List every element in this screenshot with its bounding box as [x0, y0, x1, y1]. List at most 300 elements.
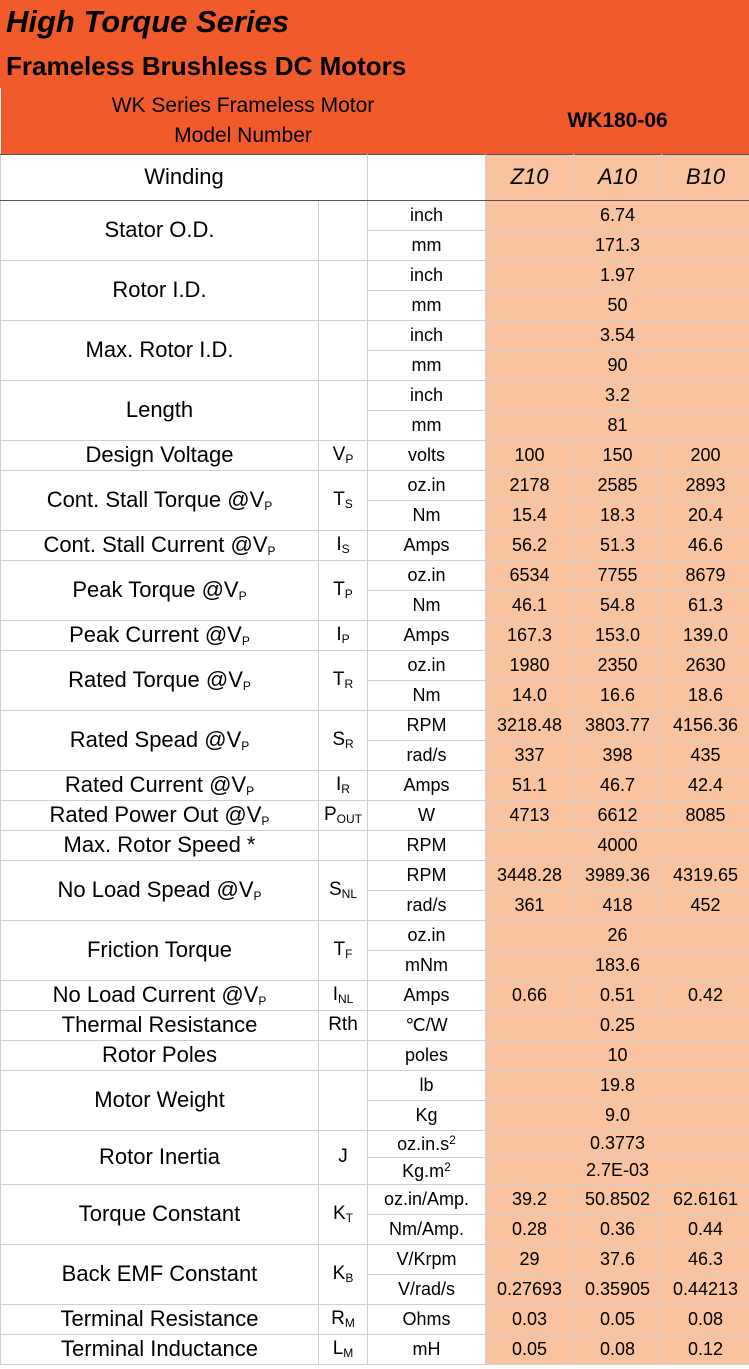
param-label: Max. Rotor I.D.	[85, 337, 234, 362]
symbol-subscript: B	[345, 1271, 354, 1285]
value-cell: 50	[486, 290, 749, 320]
unit-cell	[368, 1010, 486, 1040]
value-cell: 6.74	[486, 200, 749, 230]
winding-code-2: A10	[574, 154, 662, 200]
spec-row	[1, 1184, 749, 1214]
symbol-subscript: F	[345, 947, 353, 961]
model-row	[1, 88, 749, 154]
unit-label: Amps	[403, 984, 450, 1005]
param-name	[1, 1130, 319, 1184]
symbol-letter: I	[332, 984, 338, 1005]
unit-label: Nm	[412, 594, 441, 615]
param-symbol	[319, 860, 368, 920]
value-cell: 0.03	[486, 1304, 574, 1334]
unit-cell	[368, 950, 486, 980]
value-cell: 2350	[574, 650, 662, 680]
unit-cell	[368, 980, 486, 1010]
spec-row	[1, 860, 749, 890]
winding-label: Winding	[1, 154, 368, 200]
unit-label: mm	[411, 234, 442, 255]
spec-row	[1, 650, 749, 680]
unit-cell	[368, 710, 486, 740]
param-symbol	[319, 920, 368, 980]
param-subscript: P	[242, 679, 251, 693]
symbol-letter: I	[336, 624, 342, 645]
param-symbol	[319, 1244, 368, 1304]
unit-cell	[368, 860, 486, 890]
value-cell: 3.54	[486, 320, 749, 350]
value-cell: 4000	[486, 830, 749, 860]
symbol-letter: K	[332, 1203, 346, 1224]
spec-row	[1, 980, 749, 1010]
value-cell: 18.3	[574, 500, 662, 530]
unit-label: V/rad/s	[397, 1278, 456, 1299]
value-cell: 15.4	[486, 500, 574, 530]
symbol-letter: T	[333, 489, 345, 510]
unit-label: Amps	[403, 774, 450, 795]
spec-row	[1, 620, 749, 650]
param-symbol	[319, 620, 368, 650]
value-cell: 3.2	[486, 380, 749, 410]
param-name	[1, 1244, 319, 1304]
symbol-subscript: M	[344, 1316, 355, 1330]
winding-row	[1, 154, 749, 200]
spec-row	[1, 920, 749, 950]
unit-label: oz.in	[407, 924, 446, 945]
value-cell: 3803.77	[574, 710, 662, 740]
value-cell: 42.4	[662, 770, 749, 800]
param-subscript: P	[241, 634, 250, 648]
value-cell: 0.25	[486, 1010, 749, 1040]
param-label: Rated Torque @V	[68, 667, 243, 692]
unit-label: Amps	[403, 624, 450, 645]
unit-label: Nm	[412, 684, 441, 705]
unit-cell	[368, 740, 486, 770]
param-name	[1, 380, 319, 440]
value-cell: 10	[486, 1040, 749, 1070]
spec-row	[1, 200, 749, 230]
unit-cell	[368, 1274, 486, 1304]
param-symbol	[319, 1040, 368, 1070]
param-name	[1, 830, 319, 860]
unit-label: oz.in	[407, 654, 446, 675]
value-cell: 81	[486, 410, 749, 440]
symbol-letter: L	[332, 1338, 344, 1359]
param-name	[1, 530, 319, 560]
param-label: Rotor Poles	[102, 1042, 217, 1067]
spec-row	[1, 380, 749, 410]
param-label: Rated Spead @V	[69, 727, 242, 752]
symbol-subscript: P	[344, 587, 353, 601]
unit-label: V/Krpm	[396, 1248, 457, 1269]
unit-cell	[368, 1100, 486, 1130]
value-cell: 54.8	[574, 590, 662, 620]
param-label: Rated Current @V	[64, 772, 247, 797]
param-name	[1, 560, 319, 620]
symbol-letter: Rth	[328, 1014, 358, 1035]
unit-label: RPM	[406, 864, 447, 885]
spec-row	[1, 440, 749, 470]
param-subscript: P	[241, 739, 250, 753]
param-label: Stator O.D.	[104, 217, 215, 242]
spec-table	[0, 88, 749, 1365]
symbol-letter: V	[332, 444, 346, 465]
unit-label: oz.in	[407, 474, 446, 495]
value-cell: 0.42	[662, 980, 749, 1010]
param-symbol	[319, 380, 368, 440]
param-symbol	[319, 770, 368, 800]
value-cell: 0.08	[574, 1334, 662, 1364]
spec-row	[1, 1070, 749, 1100]
param-symbol	[319, 710, 368, 770]
unit-cell	[368, 350, 486, 380]
param-label: Friction Torque	[86, 937, 233, 962]
param-name	[1, 1040, 319, 1070]
param-label: Rotor I.D.	[112, 277, 207, 302]
winding-unit-blank	[368, 154, 486, 200]
param-symbol	[319, 1130, 368, 1184]
value-cell: 2630	[662, 650, 749, 680]
param-symbol	[319, 650, 368, 710]
value-cell: 4319.65	[662, 860, 749, 890]
spec-row	[1, 830, 749, 860]
unit-label: RPM	[406, 834, 447, 855]
unit-label: Kg.m	[402, 1160, 445, 1181]
param-subscript: P	[238, 589, 247, 603]
unit-label: inch	[409, 384, 444, 405]
value-cell: 51.3	[574, 530, 662, 560]
value-cell: 56.2	[486, 530, 574, 560]
symbol-letter: P	[323, 804, 337, 825]
param-label: Rotor Inertia	[98, 1144, 221, 1169]
spec-row	[1, 560, 749, 590]
value-cell: 20.4	[662, 500, 749, 530]
unit-label: rad/s	[406, 744, 447, 765]
symbol-subscript: S	[341, 542, 350, 556]
value-cell: 0.36	[574, 1214, 662, 1244]
unit-superscript: 2	[449, 1132, 456, 1147]
unit-label: ℃/W	[405, 1014, 448, 1035]
value-cell: 452	[662, 890, 749, 920]
unit-cell	[368, 530, 486, 560]
spec-row	[1, 260, 749, 290]
param-label: Terminal Resistance	[60, 1306, 259, 1331]
value-cell: 90	[486, 350, 749, 380]
param-name	[1, 860, 319, 920]
unit-label: mm	[411, 414, 442, 435]
unit-cell	[368, 680, 486, 710]
value-cell: 150	[574, 440, 662, 470]
value-cell: 6612	[574, 800, 662, 830]
symbol-letter: K	[332, 1263, 346, 1284]
value-cell: 153.0	[574, 620, 662, 650]
unit-cell	[368, 1184, 486, 1214]
unit-label: mNm	[405, 954, 448, 975]
value-cell: 0.35905	[574, 1274, 662, 1304]
symbol-letter: I	[336, 774, 342, 795]
value-cell: 0.28	[486, 1214, 574, 1244]
value-cell: 18.6	[662, 680, 749, 710]
param-label: Peak Current @V	[69, 622, 242, 647]
value-cell: 16.6	[574, 680, 662, 710]
value-cell: 62.6161	[662, 1184, 749, 1214]
spec-row	[1, 470, 749, 500]
unit-label: Nm	[412, 504, 441, 525]
param-symbol	[319, 260, 368, 320]
value-cell: 0.51	[574, 980, 662, 1010]
value-cell: 0.05	[574, 1304, 662, 1334]
symbol-subscript: R	[341, 782, 350, 796]
value-cell: 37.6	[574, 1244, 662, 1274]
param-label: Length	[125, 397, 194, 422]
param-name	[1, 470, 319, 530]
unit-label: inch	[409, 264, 444, 285]
page-header	[0, 0, 749, 88]
model-label	[1, 88, 486, 154]
param-symbol	[319, 830, 368, 860]
unit-cell	[368, 1304, 486, 1334]
unit-label: rad/s	[406, 894, 447, 915]
param-symbol	[319, 560, 368, 620]
value-cell: 0.12	[662, 1334, 749, 1364]
unit-cell	[368, 1214, 486, 1244]
unit-label: Amps	[403, 534, 450, 555]
unit-cell	[368, 920, 486, 950]
unit-label: oz.in	[407, 564, 446, 585]
param-symbol	[319, 1010, 368, 1040]
unit-cell	[368, 590, 486, 620]
winding-code-1: Z10	[486, 154, 574, 200]
unit-cell	[368, 830, 486, 860]
symbol-letter: T	[332, 669, 345, 690]
unit-label: oz.in/Amp.	[383, 1188, 470, 1209]
symbol-subscript: P	[345, 452, 354, 466]
value-cell: 418	[574, 890, 662, 920]
product-title: Frameless Brushless DC Motors	[6, 51, 407, 81]
param-name	[1, 650, 319, 710]
spec-row	[1, 1130, 749, 1157]
param-name	[1, 440, 319, 470]
param-label: No Load Spead @V	[57, 877, 254, 902]
symbol-letter: T	[333, 939, 346, 960]
param-name	[1, 1010, 319, 1040]
param-label: Max. Rotor Speed *	[63, 832, 256, 857]
unit-label: mm	[411, 294, 442, 315]
model-label-line-1: WK Series Frameless Motor	[111, 93, 375, 117]
param-label: Design Voltage	[85, 442, 234, 467]
value-cell: 3218.48	[486, 710, 574, 740]
value-cell: 29	[486, 1244, 574, 1274]
unit-label: oz.in.s	[397, 1133, 450, 1154]
param-name	[1, 200, 319, 260]
unit-label: mH	[412, 1338, 441, 1359]
param-name	[1, 800, 319, 830]
param-symbol	[319, 200, 368, 260]
spec-row	[1, 1304, 749, 1334]
value-cell: 0.44213	[662, 1274, 749, 1304]
value-cell: 6534	[486, 560, 574, 590]
unit-cell	[368, 200, 486, 230]
unit-cell	[368, 1157, 486, 1184]
param-subscript: P	[253, 889, 262, 903]
param-symbol	[319, 800, 368, 830]
unit-cell	[368, 290, 486, 320]
unit-cell	[368, 470, 486, 500]
value-cell: 19.8	[486, 1070, 749, 1100]
symbol-letter: S	[332, 729, 345, 750]
value-cell: 46.6	[662, 530, 749, 560]
param-symbol	[319, 1304, 368, 1334]
value-cell: 26	[486, 920, 749, 950]
value-cell: 1.97	[486, 260, 749, 290]
unit-cell	[368, 1040, 486, 1070]
param-name	[1, 1304, 319, 1334]
value-cell: 0.44	[662, 1214, 749, 1244]
value-cell: 337	[486, 740, 574, 770]
param-subscript: P	[264, 499, 273, 513]
symbol-subscript: S	[344, 497, 353, 511]
param-label: Rated Power Out @V	[49, 802, 262, 827]
unit-cell	[368, 260, 486, 290]
unit-label: inch	[409, 324, 444, 345]
spec-row	[1, 1040, 749, 1070]
unit-cell	[368, 1070, 486, 1100]
winding-code-3: B10	[662, 154, 749, 200]
unit-label: lb	[419, 1074, 434, 1095]
param-symbol	[319, 320, 368, 380]
param-name	[1, 320, 319, 380]
unit-cell	[368, 230, 486, 260]
param-name	[1, 1070, 319, 1130]
value-cell: 3448.28	[486, 860, 574, 890]
unit-label: volts	[408, 444, 446, 465]
unit-cell	[368, 380, 486, 410]
value-cell: 46.1	[486, 590, 574, 620]
value-cell: 2893	[662, 470, 749, 500]
param-subscript: P	[258, 994, 267, 1008]
unit-label: poles	[404, 1044, 449, 1065]
symbol-subscript: M	[343, 1346, 354, 1360]
param-symbol	[319, 530, 368, 560]
param-symbol	[319, 1184, 368, 1244]
value-cell: 183.6	[486, 950, 749, 980]
value-cell: 1980	[486, 650, 574, 680]
param-name	[1, 920, 319, 980]
value-cell: 7755	[574, 560, 662, 590]
symbol-subscript: OUT	[336, 812, 363, 826]
unit-cell	[368, 650, 486, 680]
param-symbol	[319, 470, 368, 530]
symbol-subscript: NL	[337, 992, 354, 1006]
symbol-letter: T	[333, 579, 345, 600]
value-cell: 4156.36	[662, 710, 749, 740]
symbol-subscript: P	[341, 632, 350, 646]
unit-cell	[368, 620, 486, 650]
param-name	[1, 770, 319, 800]
param-symbol	[319, 1334, 368, 1364]
symbol-subscript: T	[345, 1211, 354, 1225]
value-cell: 2178	[486, 470, 574, 500]
series-title: High Torque Series	[6, 4, 290, 39]
value-cell: 61.3	[662, 590, 749, 620]
unit-cell	[368, 1334, 486, 1364]
spec-row	[1, 800, 749, 830]
value-cell: 8085	[662, 800, 749, 830]
value-cell: 2.7E-03	[486, 1157, 749, 1184]
value-cell: 51.1	[486, 770, 574, 800]
unit-cell	[368, 1244, 486, 1274]
unit-cell	[368, 500, 486, 530]
value-cell: 46.3	[662, 1244, 749, 1274]
param-label: Terminal Inductance	[61, 1336, 258, 1361]
symbol-letter: J	[338, 1146, 348, 1167]
unit-cell	[368, 1130, 486, 1157]
param-label: Cont. Stall Torque @V	[46, 487, 265, 512]
unit-label: RPM	[406, 714, 447, 735]
param-label: No Load Current @V	[52, 982, 259, 1007]
symbol-letter: I	[336, 534, 342, 555]
spec-row	[1, 530, 749, 560]
value-cell: 100	[486, 440, 574, 470]
value-cell: 361	[486, 890, 574, 920]
unit-cell	[368, 890, 486, 920]
param-name	[1, 1334, 319, 1364]
unit-cell	[368, 560, 486, 590]
value-cell: 50.8502	[574, 1184, 662, 1214]
symbol-subscript: R	[344, 677, 354, 691]
unit-cell	[368, 440, 486, 470]
model-number: WK180-06	[486, 88, 749, 154]
spec-row	[1, 1244, 749, 1274]
unit-label: W	[418, 804, 435, 825]
param-subscript: P	[246, 784, 255, 798]
value-cell: 0.08	[662, 1304, 749, 1334]
unit-label: Ohms	[402, 1308, 451, 1329]
param-name	[1, 620, 319, 650]
value-cell: 0.3773	[486, 1130, 749, 1157]
spec-row	[1, 1334, 749, 1364]
value-cell: 46.7	[574, 770, 662, 800]
unit-label: Kg	[415, 1104, 438, 1125]
unit-cell	[368, 320, 486, 350]
param-label: Thermal Resistance	[61, 1012, 258, 1037]
value-cell: 0.27693	[486, 1274, 574, 1304]
value-cell: 4713	[486, 800, 574, 830]
value-cell: 0.05	[486, 1334, 574, 1364]
param-symbol	[319, 440, 368, 470]
value-cell: 398	[574, 740, 662, 770]
value-cell: 14.0	[486, 680, 574, 710]
param-name	[1, 980, 319, 1010]
value-cell: 200	[662, 440, 749, 470]
value-cell: 3989.36	[574, 860, 662, 890]
param-symbol	[319, 1070, 368, 1130]
param-label: Motor Weight	[94, 1087, 225, 1112]
param-subscript: P	[267, 544, 276, 558]
symbol-letter: R	[331, 1308, 345, 1329]
value-cell: 139.0	[662, 620, 749, 650]
value-cell: 39.2	[486, 1184, 574, 1214]
value-cell: 9.0	[486, 1100, 749, 1130]
param-label: Back EMF Constant	[61, 1261, 258, 1286]
value-cell: 167.3	[486, 620, 574, 650]
spec-row	[1, 320, 749, 350]
param-label: Torque Constant	[78, 1201, 241, 1226]
value-cell: 8679	[662, 560, 749, 590]
model-label-line-2: Model Number	[174, 123, 312, 147]
symbol-subscript: NL	[341, 887, 358, 901]
symbol-letter: S	[328, 879, 342, 900]
